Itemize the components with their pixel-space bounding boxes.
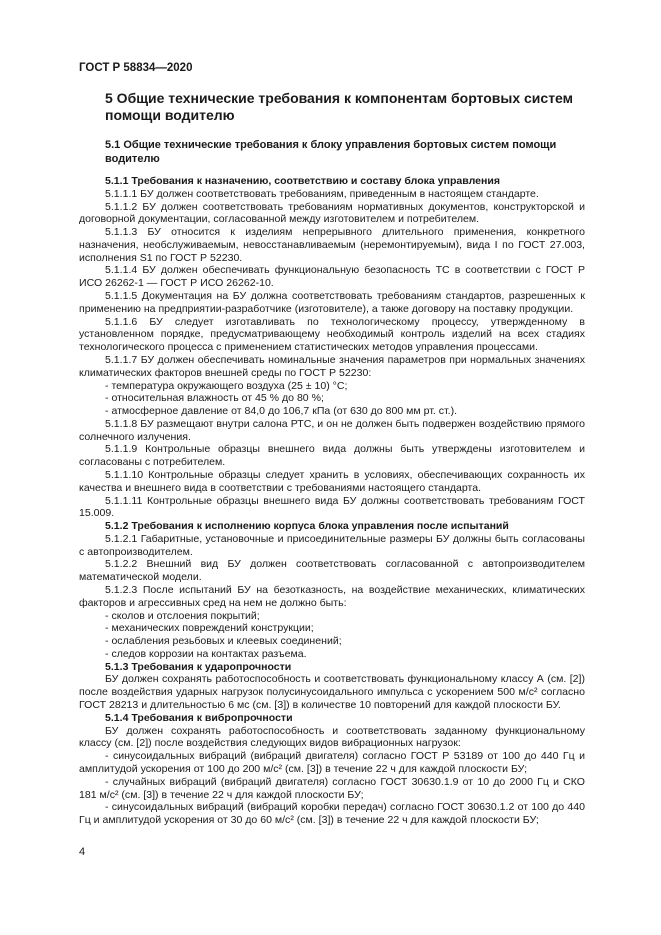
paragraph: 5.1.1.2 БУ должен соответствовать требованиям нормативных документов, конструкторской и договорной документации, согласованной между изготовителем и потребителем.: [79, 200, 585, 226]
clause-heading: 5.1.1 Требования к назначению, соответствию и составу блока управления: [105, 175, 501, 187]
list-item: - случайных вибраций (вибраций двигателя) согласно ГОСТ 30630.1.9 от 10 до 2000 Гц и СКО 181 м/с² (см. [3]) в течение 22 ч для каждой плоскости БУ;: [79, 775, 585, 801]
list-item: - синусоидальных вибраций (вибраций коробки передач) согласно ГОСТ 30630.1.2 от 100 до 440 Гц и амплитудой ускорения от 30 до 60 м/с² (см. [3]) в течение 22 ч для каждой плоскости БУ;: [79, 801, 585, 827]
paragraph: 5.1.1.5 Документация на БУ должна соответствовать требованиям стандартов, разрешенных к применению на предприятии-разработчике (изготовителе), а также договору на поставку продукции.: [79, 290, 585, 315]
list-item: - температура окружающего воздуха (25 ± 10) °С;: [105, 379, 348, 392]
paragraph: 5.1.1.7 БУ должен обеспечивать номинальные значения параметров при нормальных значениях климатических факторов внешней среды по ГОСТ Р 52230:: [79, 353, 585, 379]
paragraph: 5.1.1.4 БУ должен обеспечивать функциональную безопасность ТС в соответствии с ГОСТ Р ИСО 26262-1 — ГОСТ Р ИСО 26262-10.: [79, 264, 585, 290]
paragraph: 5.1.1.10 Контрольные образцы следует хранить в условиях, обеспечивающих сохранность их качества и внешнего вида в соответствии с требованиями настоящего стандарта.: [79, 468, 585, 494]
paragraph: 5.1.1.8 БУ размещают внутри салона РТС, и он не должен быть подвержен воздействию прямого солнечного излучения.: [79, 417, 585, 443]
paragraph: 5.1.2.2 Внешний вид БУ должен соответствовать согласованной с автопроизводителем математической модели.: [79, 558, 585, 584]
paragraph: 5.1.1.11 Контрольные образцы внешнего вида БУ должны соответствовать требованиям ГОСТ 15.009.: [79, 494, 585, 520]
document-code: ГОСТ Р 58834—2020: [79, 62, 193, 74]
list-item: - синусоидальных вибраций (вибраций двигателя) согласно ГОСТ Р 53189 от 100 до 440 Гц и амплитудой ускорения от 100 до 200 м/с² (см. [3]) в течение 22 ч для каждой плоскости БУ;: [79, 750, 585, 775]
section-title: 5 Общие технические требования к компонентам бортовых систем помощи водителю: [105, 90, 574, 123]
paragraph: 5.1.2.3 После испытаний БУ на безотказность, на воздействие механических, климатических факторов и агрессивных сред на нем не должно быть:: [79, 584, 585, 609]
paragraph: 5.1.1.9 Контрольные образцы внешнего вида должны быть утверждены изготовителем и согласованы с потребителем.: [79, 443, 585, 469]
page-number: 4: [79, 846, 86, 858]
list-item: - сколов и отслоения покрытий;: [105, 609, 260, 622]
list-item: - следов коррозии на контактах разъема.: [105, 647, 307, 660]
clause-heading: 5.1.2 Требования к исполнению корпуса блока управления после испытаний: [105, 520, 509, 533]
paragraph: БУ должен сохранять работоспособность и соответствовать функциональному классу А (см. [2]) после воздействия ударных нагрузок полусинусоидального импульса с ускорением 500 м/с² согласно ГОСТ 28213 и длительностью 6 мс (см. [3]) в количестве 10 повторений для каждой плоскости БУ.: [79, 673, 585, 712]
list-item: - атмосферное давление от 84,0 до 106,7 кПа (от 630 до 800 мм рт. ст.).: [105, 405, 458, 418]
page-content: [79, 90, 585, 827]
clause-heading: 5.1.4 Требования к вибропрочности: [105, 711, 293, 724]
paragraph: 5.1.1.3 БУ относится к изделиям непрерывного длительного применения, конкретного назначения, необслуживаемым, невосстанавливаемым (неремонтируемым), вида I по ГОСТ 27.003, исполнения S1 по ГОСТ Р 52230.: [79, 226, 585, 264]
list-item: - механических повреждений конструкции;: [105, 622, 314, 635]
paragraph: 5.1.1.1 БУ должен соответствовать требованиям, приведенным в настоящем стандарте.: [105, 187, 539, 200]
list-item: - относительная влажность от 45 % до 80 %;: [105, 392, 324, 405]
paragraph: 5.1.1.6 БУ следует изготавливать по технологическому процессу, утвержденному в установленном порядке, предусматривающему необходимый контроль изделий на всех стадиях технологического процесса с применением статистических методов управления процессами.: [79, 315, 585, 354]
paragraph: БУ должен сохранять работоспособность и соответствовать заданному функциональному классу (см. [2]) после воздействия следующих видов вибрационных нагрузок:: [79, 724, 585, 750]
body-text: [79, 175, 585, 827]
clause-heading: 5.1.3 Требования к ударопрочности: [105, 660, 292, 673]
paragraph: 5.1.2.1 Габаритные, установочные и присоединительные размеры БУ должны быть согласованы с автопроизводителем.: [79, 532, 585, 558]
subsection-title: 5.1 Общие технические требования к блоку управления бортовых систем помощи водителю: [105, 139, 557, 165]
list-item: - ослабления резьбовых и клеевых соединений;: [105, 635, 342, 648]
